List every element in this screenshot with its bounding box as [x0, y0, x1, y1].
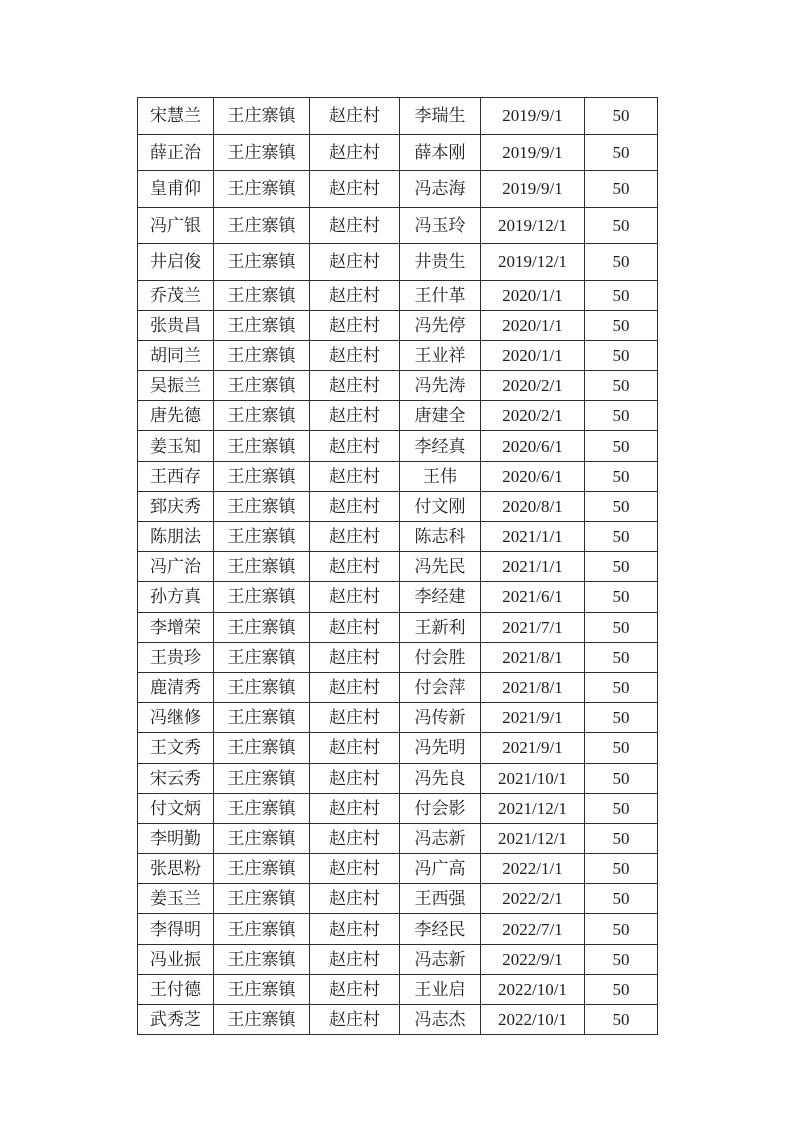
table-row [138, 733, 658, 763]
cell-village: 赵庄村 [310, 914, 400, 944]
cell-amount: 50 [585, 491, 658, 521]
cell-contact: 王业启 [400, 974, 481, 1004]
cell-date: 2020/1/1 [481, 280, 585, 310]
table-row [138, 171, 658, 208]
cell-amount: 50 [585, 763, 658, 793]
cell-contact: 冯广高 [400, 854, 481, 884]
cell-town: 王庄寨镇 [214, 401, 310, 431]
cell-village: 赵庄村 [310, 884, 400, 914]
table-row [138, 431, 658, 461]
cell-date: 2021/10/1 [481, 763, 585, 793]
cell-village: 赵庄村 [310, 431, 400, 461]
cell-contact: 冯志新 [400, 944, 481, 974]
cell-date: 2020/2/1 [481, 371, 585, 401]
cell-date: 2021/8/1 [481, 672, 585, 702]
cell-town: 王庄寨镇 [214, 612, 310, 642]
cell-village: 赵庄村 [310, 207, 400, 244]
cell-name: 薛正治 [138, 134, 214, 171]
cell-name: 冯继修 [138, 703, 214, 733]
cell-town: 王庄寨镇 [214, 207, 310, 244]
table-row [138, 134, 658, 171]
cell-contact: 冯志新 [400, 823, 481, 853]
cell-name: 乔茂兰 [138, 280, 214, 310]
cell-amount: 50 [585, 310, 658, 340]
cell-amount: 50 [585, 552, 658, 582]
cell-amount: 50 [585, 371, 658, 401]
cell-name: 胡同兰 [138, 340, 214, 370]
cell-date: 2021/6/1 [481, 582, 585, 612]
roster-table [137, 97, 658, 1035]
cell-date: 2021/8/1 [481, 642, 585, 672]
cell-name: 姜玉兰 [138, 884, 214, 914]
cell-date: 2021/9/1 [481, 733, 585, 763]
cell-contact: 冯先明 [400, 733, 481, 763]
cell-village: 赵庄村 [310, 371, 400, 401]
cell-town: 王庄寨镇 [214, 733, 310, 763]
cell-name: 唐先德 [138, 401, 214, 431]
cell-date: 2020/6/1 [481, 431, 585, 461]
cell-contact: 唐建全 [400, 401, 481, 431]
cell-contact: 冯志海 [400, 171, 481, 208]
cell-amount: 50 [585, 944, 658, 974]
cell-amount: 50 [585, 793, 658, 823]
cell-name: 冯广银 [138, 207, 214, 244]
table-row [138, 672, 658, 702]
cell-village: 赵庄村 [310, 672, 400, 702]
cell-name: 姜玉知 [138, 431, 214, 461]
cell-name: 李得明 [138, 914, 214, 944]
cell-amount: 50 [585, 974, 658, 1004]
cell-village: 赵庄村 [310, 733, 400, 763]
cell-contact: 王新利 [400, 612, 481, 642]
cell-amount: 50 [585, 582, 658, 612]
cell-amount: 50 [585, 340, 658, 370]
cell-name: 王贵珍 [138, 642, 214, 672]
cell-town: 王庄寨镇 [214, 582, 310, 612]
table-row [138, 401, 658, 431]
cell-name: 冯业振 [138, 944, 214, 974]
table-row [138, 1005, 658, 1035]
cell-contact: 付会影 [400, 793, 481, 823]
cell-name: 李增荣 [138, 612, 214, 642]
table-row [138, 340, 658, 370]
cell-contact: 冯先良 [400, 763, 481, 793]
cell-village: 赵庄村 [310, 974, 400, 1004]
cell-amount: 50 [585, 134, 658, 171]
cell-contact: 付文刚 [400, 491, 481, 521]
cell-village: 赵庄村 [310, 703, 400, 733]
roster-table-body [138, 98, 658, 1035]
cell-amount: 50 [585, 854, 658, 884]
cell-name: 王付德 [138, 974, 214, 1004]
cell-town: 王庄寨镇 [214, 884, 310, 914]
cell-date: 2022/7/1 [481, 914, 585, 944]
table-row [138, 491, 658, 521]
table-row [138, 823, 658, 853]
cell-contact: 付会萍 [400, 672, 481, 702]
table-row [138, 854, 658, 884]
cell-village: 赵庄村 [310, 461, 400, 491]
cell-date: 2022/10/1 [481, 1005, 585, 1035]
table-row [138, 914, 658, 944]
cell-contact: 井贵生 [400, 244, 481, 281]
cell-town: 王庄寨镇 [214, 340, 310, 370]
table-row [138, 944, 658, 974]
cell-contact: 李瑞生 [400, 98, 481, 135]
cell-town: 王庄寨镇 [214, 98, 310, 135]
cell-village: 赵庄村 [310, 1005, 400, 1035]
table-row [138, 612, 658, 642]
cell-amount: 50 [585, 914, 658, 944]
cell-name: 井启俊 [138, 244, 214, 281]
cell-date: 2021/9/1 [481, 703, 585, 733]
cell-date: 2021/7/1 [481, 612, 585, 642]
cell-contact: 冯玉玲 [400, 207, 481, 244]
cell-amount: 50 [585, 733, 658, 763]
table-row [138, 763, 658, 793]
cell-contact: 李经民 [400, 914, 481, 944]
table-row [138, 703, 658, 733]
cell-date: 2022/1/1 [481, 854, 585, 884]
cell-village: 赵庄村 [310, 823, 400, 853]
cell-village: 赵庄村 [310, 98, 400, 135]
cell-name: 郅庆秀 [138, 491, 214, 521]
cell-contact: 冯志杰 [400, 1005, 481, 1035]
cell-contact: 付会胜 [400, 642, 481, 672]
cell-contact: 王伟 [400, 461, 481, 491]
cell-date: 2021/12/1 [481, 823, 585, 853]
cell-town: 王庄寨镇 [214, 461, 310, 491]
cell-contact: 王什革 [400, 280, 481, 310]
cell-date: 2020/8/1 [481, 491, 585, 521]
cell-village: 赵庄村 [310, 552, 400, 582]
cell-town: 王庄寨镇 [214, 310, 310, 340]
table-row [138, 310, 658, 340]
cell-amount: 50 [585, 642, 658, 672]
cell-town: 王庄寨镇 [214, 522, 310, 552]
cell-amount: 50 [585, 207, 658, 244]
cell-town: 王庄寨镇 [214, 171, 310, 208]
table-row [138, 280, 658, 310]
cell-name: 鹿清秀 [138, 672, 214, 702]
table-row [138, 552, 658, 582]
cell-town: 王庄寨镇 [214, 244, 310, 281]
cell-amount: 50 [585, 98, 658, 135]
cell-contact: 王西强 [400, 884, 481, 914]
cell-amount: 50 [585, 522, 658, 552]
cell-village: 赵庄村 [310, 854, 400, 884]
cell-village: 赵庄村 [310, 612, 400, 642]
cell-date: 2021/1/1 [481, 522, 585, 552]
cell-name: 武秀芝 [138, 1005, 214, 1035]
cell-date: 2019/12/1 [481, 244, 585, 281]
table-row [138, 793, 658, 823]
cell-town: 王庄寨镇 [214, 944, 310, 974]
cell-amount: 50 [585, 171, 658, 208]
cell-amount: 50 [585, 280, 658, 310]
cell-village: 赵庄村 [310, 171, 400, 208]
cell-date: 2020/1/1 [481, 340, 585, 370]
cell-contact: 薛本刚 [400, 134, 481, 171]
cell-town: 王庄寨镇 [214, 854, 310, 884]
cell-name: 吴振兰 [138, 371, 214, 401]
cell-name: 冯广治 [138, 552, 214, 582]
cell-village: 赵庄村 [310, 642, 400, 672]
cell-town: 王庄寨镇 [214, 763, 310, 793]
cell-town: 王庄寨镇 [214, 672, 310, 702]
cell-amount: 50 [585, 612, 658, 642]
cell-town: 王庄寨镇 [214, 552, 310, 582]
cell-date: 2019/9/1 [481, 171, 585, 208]
cell-amount: 50 [585, 461, 658, 491]
cell-name: 王文秀 [138, 733, 214, 763]
cell-name: 付文炳 [138, 793, 214, 823]
cell-amount: 50 [585, 672, 658, 702]
cell-name: 张贵昌 [138, 310, 214, 340]
cell-name: 皇甫仰 [138, 171, 214, 208]
table-row [138, 974, 658, 1004]
cell-town: 王庄寨镇 [214, 280, 310, 310]
table-row [138, 244, 658, 281]
table-row [138, 642, 658, 672]
cell-town: 王庄寨镇 [214, 703, 310, 733]
cell-date: 2019/12/1 [481, 207, 585, 244]
cell-village: 赵庄村 [310, 763, 400, 793]
cell-contact: 陈志科 [400, 522, 481, 552]
cell-date: 2021/1/1 [481, 552, 585, 582]
table-row [138, 207, 658, 244]
cell-date: 2022/10/1 [481, 974, 585, 1004]
cell-amount: 50 [585, 1005, 658, 1035]
cell-amount: 50 [585, 244, 658, 281]
cell-date: 2020/1/1 [481, 310, 585, 340]
cell-date: 2022/2/1 [481, 884, 585, 914]
cell-contact: 冯先停 [400, 310, 481, 340]
cell-town: 王庄寨镇 [214, 793, 310, 823]
cell-town: 王庄寨镇 [214, 823, 310, 853]
cell-name: 李明勤 [138, 823, 214, 853]
cell-date: 2019/9/1 [481, 98, 585, 135]
cell-date: 2020/6/1 [481, 461, 585, 491]
cell-amount: 50 [585, 823, 658, 853]
cell-amount: 50 [585, 401, 658, 431]
cell-village: 赵庄村 [310, 944, 400, 974]
cell-village: 赵庄村 [310, 280, 400, 310]
cell-village: 赵庄村 [310, 793, 400, 823]
cell-village: 赵庄村 [310, 134, 400, 171]
cell-contact: 冯传新 [400, 703, 481, 733]
cell-name: 孙方真 [138, 582, 214, 612]
cell-town: 王庄寨镇 [214, 491, 310, 521]
cell-date: 2020/2/1 [481, 401, 585, 431]
cell-town: 王庄寨镇 [214, 371, 310, 401]
cell-contact: 冯先民 [400, 552, 481, 582]
table-row [138, 371, 658, 401]
cell-town: 王庄寨镇 [214, 974, 310, 1004]
cell-town: 王庄寨镇 [214, 642, 310, 672]
table-row [138, 461, 658, 491]
cell-village: 赵庄村 [310, 244, 400, 281]
table-row [138, 884, 658, 914]
cell-town: 王庄寨镇 [214, 431, 310, 461]
cell-contact: 王业祥 [400, 340, 481, 370]
cell-name: 王西存 [138, 461, 214, 491]
cell-town: 王庄寨镇 [214, 914, 310, 944]
cell-village: 赵庄村 [310, 522, 400, 552]
table-row [138, 582, 658, 612]
cell-name: 宋慧兰 [138, 98, 214, 135]
cell-town: 王庄寨镇 [214, 1005, 310, 1035]
table-row [138, 522, 658, 552]
cell-village: 赵庄村 [310, 310, 400, 340]
cell-village: 赵庄村 [310, 582, 400, 612]
cell-name: 宋云秀 [138, 763, 214, 793]
cell-date: 2019/9/1 [481, 134, 585, 171]
cell-contact: 李经真 [400, 431, 481, 461]
cell-amount: 50 [585, 884, 658, 914]
table-row [138, 98, 658, 135]
cell-village: 赵庄村 [310, 401, 400, 431]
cell-amount: 50 [585, 703, 658, 733]
cell-date: 2022/9/1 [481, 944, 585, 974]
cell-contact: 李经建 [400, 582, 481, 612]
cell-town: 王庄寨镇 [214, 134, 310, 171]
cell-village: 赵庄村 [310, 340, 400, 370]
cell-village: 赵庄村 [310, 491, 400, 521]
cell-name: 陈朋法 [138, 522, 214, 552]
cell-amount: 50 [585, 431, 658, 461]
cell-contact: 冯先涛 [400, 371, 481, 401]
cell-name: 张思粉 [138, 854, 214, 884]
cell-date: 2021/12/1 [481, 793, 585, 823]
